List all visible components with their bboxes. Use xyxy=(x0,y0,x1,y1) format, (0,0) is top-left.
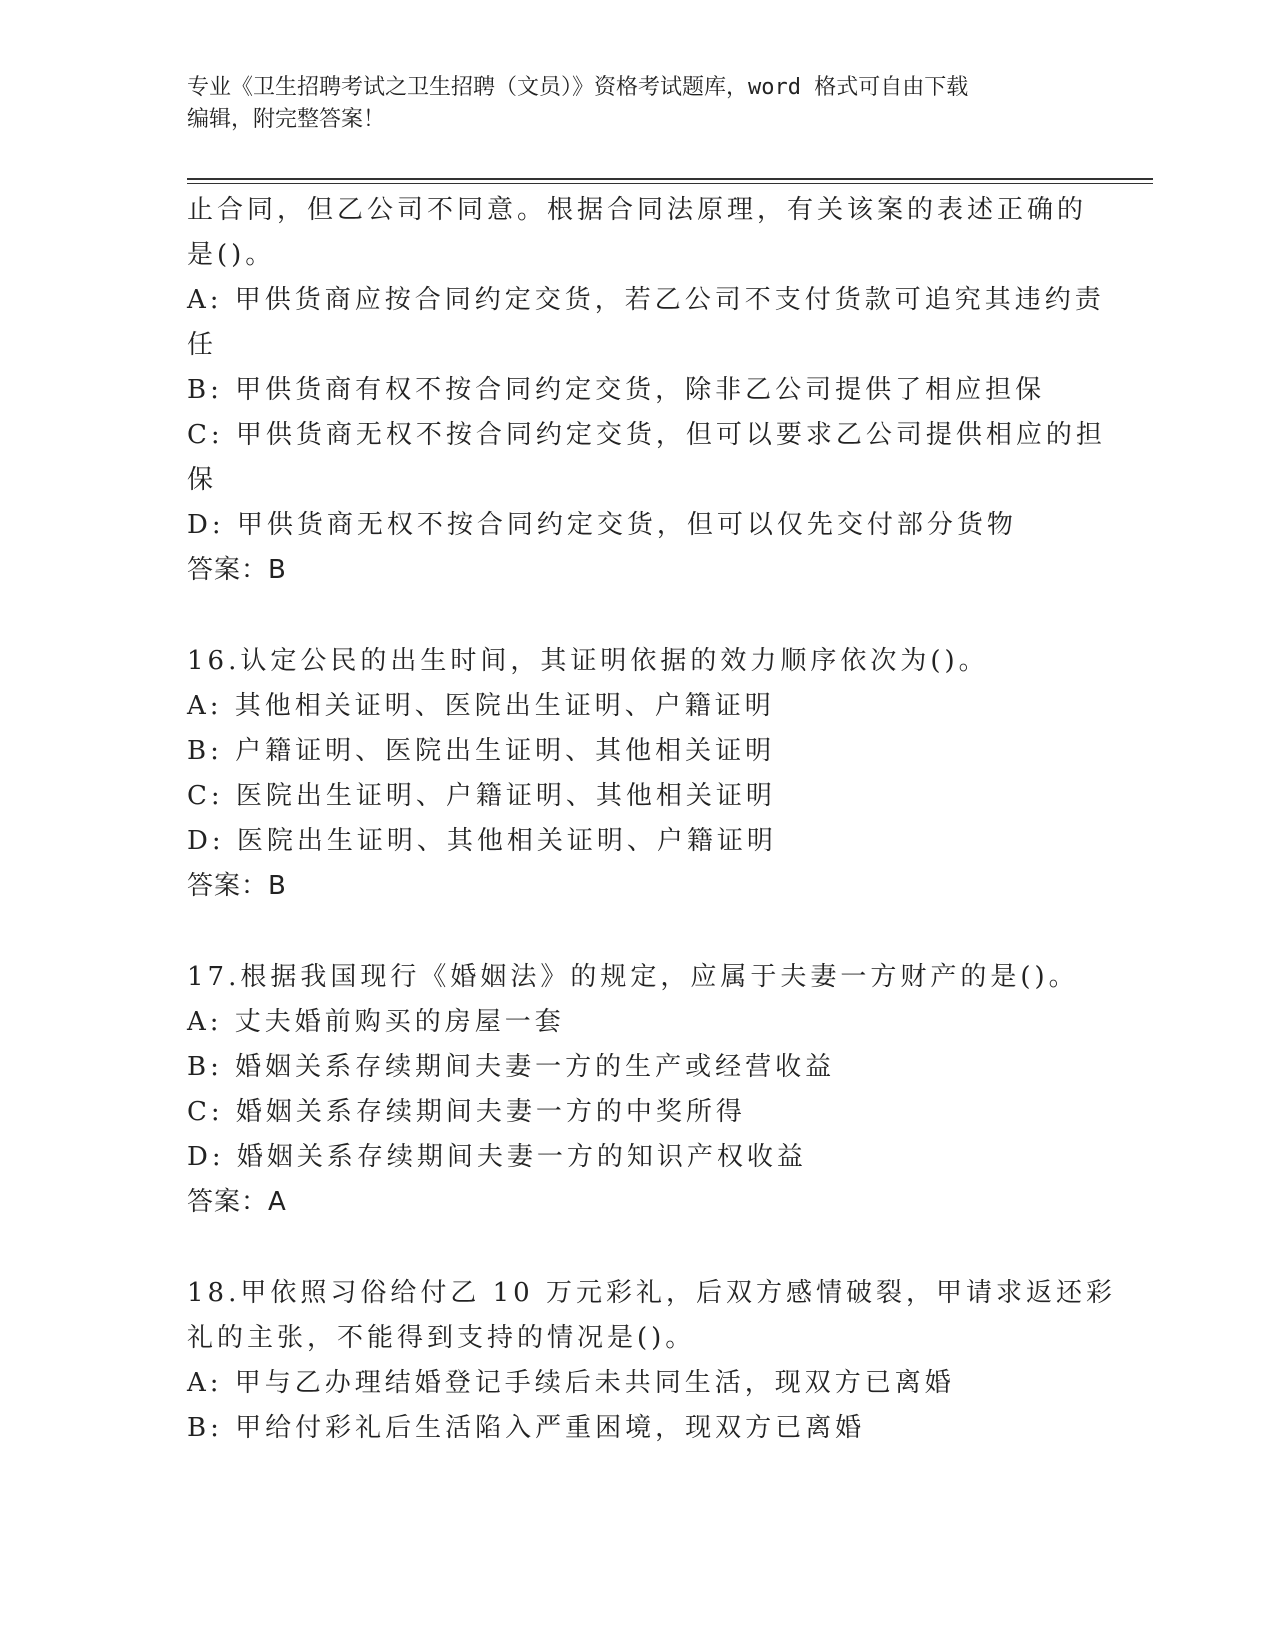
option-b: B: 甲供货商有权不按合同约定交货，除非乙公司提供了相应担保 xyxy=(187,375,1046,405)
divider-line-thin xyxy=(187,183,1153,184)
option-b: B: 甲给付彩礼后生活陷入严重困境，现双方已离婚 xyxy=(187,1413,866,1443)
answer: 答案：A xyxy=(187,1187,287,1217)
question-stem-line: 礼的主张，不能得到支持的情况是()。 xyxy=(187,1323,696,1353)
option-a: A: 丈夫婚前购买的房屋一套 xyxy=(187,1007,565,1037)
header-divider xyxy=(187,178,1153,184)
question-18 xyxy=(187,1271,1116,1451)
option-d: D: 婚姻关系存续期间夫妻一方的知识产权收益 xyxy=(187,1142,807,1172)
answer: 答案：B xyxy=(187,555,287,585)
option-c: C: 医院出生证明、户籍证明、其他相关证明 xyxy=(187,781,776,811)
header-line-1: 专业《卫生招聘考试之卫生招聘（文员）》资格考试题库，word 格式可自由下载 xyxy=(187,75,969,100)
question-stem-line: 止合同，但乙公司不同意。根据合同法原理，有关该案的表述正确的 xyxy=(187,195,1088,225)
option-c: C: 甲供货商无权不按合同约定交货，但可以要求乙公司提供相应的担 xyxy=(187,420,1106,450)
document-header xyxy=(187,72,1067,136)
option-b: B: 婚姻关系存续期间夫妻一方的生产或经营收益 xyxy=(187,1052,836,1082)
question-17 xyxy=(187,955,1087,1225)
option-a: A: 其他相关证明、医院出生证明、户籍证明 xyxy=(187,691,775,721)
option-a-continued: 任 xyxy=(187,330,218,360)
option-a: A: 甲供货商应按合同约定交货，若乙公司不支付货款可追究其违约责 xyxy=(187,285,1105,315)
option-c: C: 婚姻关系存续期间夫妻一方的中奖所得 xyxy=(187,1097,746,1127)
question-16 xyxy=(187,639,1087,909)
option-d: D: 医院出生证明、其他相关证明、户籍证明 xyxy=(187,826,777,856)
divider-line-thick xyxy=(187,178,1153,180)
question-stem: 16.认定公民的出生时间，其证明依据的效力顺序依次为()。 xyxy=(187,646,989,676)
document-body xyxy=(187,188,1116,1451)
option-a: A: 甲与乙办理结婚登记手续后未共同生活，现双方已离婚 xyxy=(187,1368,955,1398)
question-stem: 17.根据我国现行《婚姻法》的规定，应属于夫妻一方财产的是()。 xyxy=(187,962,1079,992)
option-b: B: 户籍证明、医院出生证明、其他相关证明 xyxy=(187,736,776,766)
header-line-2: 编辑，附完整答案！ xyxy=(187,107,386,132)
answer: 答案：B xyxy=(187,871,287,901)
option-c-continued: 保 xyxy=(187,465,218,495)
question-stem-line: 是()。 xyxy=(187,240,276,270)
question-15 xyxy=(187,188,1106,593)
question-stem-line: 18.甲依照习俗给付乙 10 万元彩礼，后双方感情破裂，甲请求返还彩 xyxy=(187,1278,1116,1308)
option-d: D: 甲供货商无权不按合同约定交货，但可以仅先交付部分货物 xyxy=(187,510,1017,540)
